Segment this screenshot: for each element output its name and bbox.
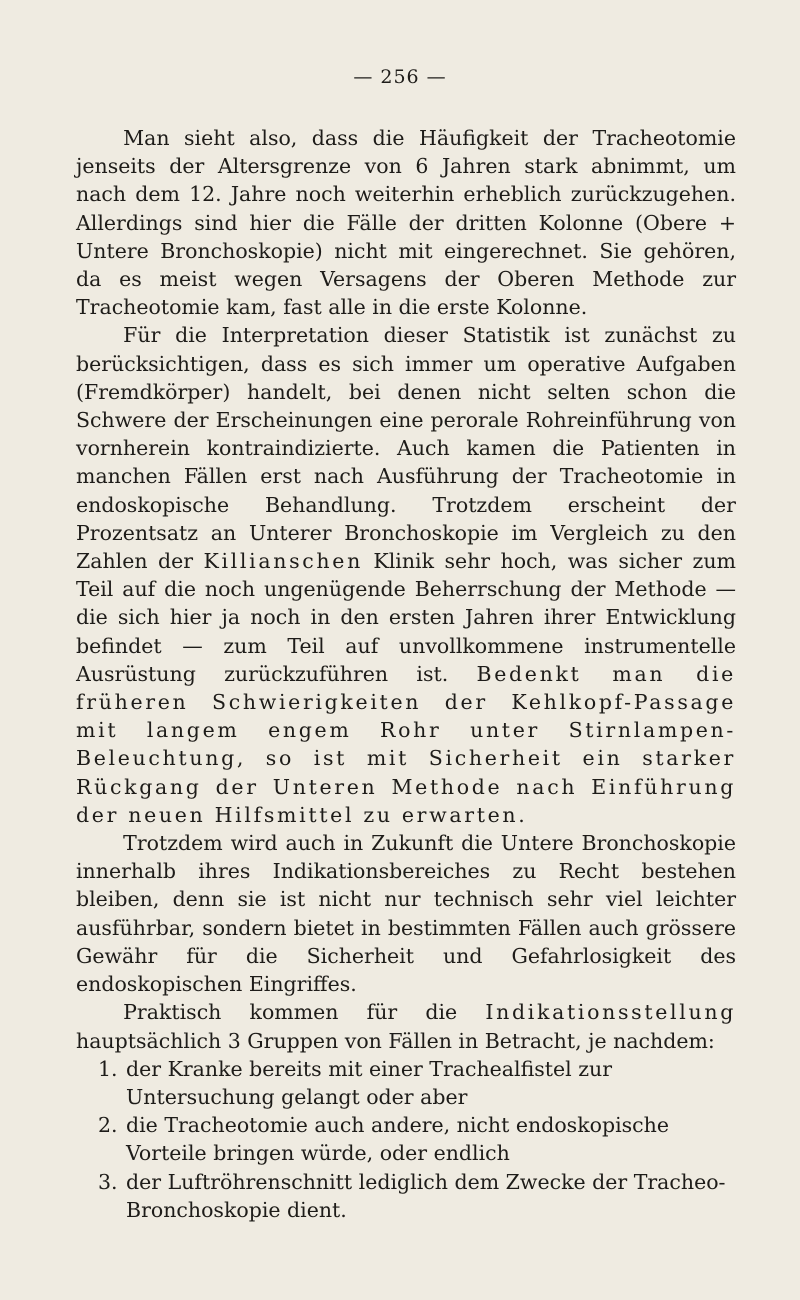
paragraph-2-text-b: Klinik sehr hoch, was sicher zum Teil auf die noch ungenügende Beherrschung der Methode — die sich hier ja noch in den ersten Jahren ihrer Entwicklung befindet — zum Teil auf unvollkommene instrumentelle Ausrüstung zurückzuführen ist. — [76, 549, 736, 686]
paragraph-3: Trotzdem wird auch in Zukunft die Untere Bronchoskopie innerhalb ihres Indikationsbereiches zu Recht bestehen bleiben, denn sie ist nicht nur technisch sehr viel leichter ausführbar, sondern bietet in bestimmten Fällen auch grössere Gewähr für die Sicherheit und Gefahrlosigkeit des endoskopischen Eingriffes. — [76, 831, 736, 997]
list-item-number: 2. — [98, 1113, 118, 1138]
list-item-text: die Tracheotomie auch andere, nicht endoskopische Vorteile bringen würde, oder endlich — [126, 1113, 669, 1166]
paragraph-2-spaced-name: Killianschen — [203, 549, 363, 574]
list-item — [76, 1055, 736, 1111]
list-item — [76, 1111, 736, 1167]
paragraph-2-spaced-emphasis: Bedenkt man die früheren Schwierigkeiten der Kehlkopf-Passage mit langem engem Rohr unter Stirnlampen-Beleuchtung, so ist mit Sicherheit ein starker Rückgang der Unteren Methode nach Einführung der neuen Hilfsmittel zu erwarten. — [76, 661, 736, 827]
page-number: — 256 — — [353, 66, 447, 88]
list-item-number: 1. — [98, 1056, 118, 1081]
list-item-text: der Luftröhrenschnitt lediglich dem Zwecke der Tracheo-Bronchoskopie dient. — [126, 1169, 726, 1222]
paragraph-2 — [76, 321, 736, 829]
list-item-text: der Kranke bereits mit einer Trachealfistel zur Untersuchung gelangt oder aber — [126, 1056, 613, 1109]
paragraph-4 — [76, 998, 736, 1054]
paragraph-1: Man sieht also, dass die Häufigkeit der Tracheotomie jenseits der Altersgrenze von 6 Jahren stark abnimmt, um nach dem 12. Jahre noch weiterhin erheblich zurückzugehen. Allerdings sind hier die Fälle der dritten Kolonne (Obere + Untere Bronchoskopie) nicht mit eingerechnet. Sie gehören, da es meist wegen Versagens der Oberen Methode zur Tracheotomie kam, fast alle in die erste Kolonne. — [76, 126, 736, 320]
list-item — [76, 1168, 736, 1224]
paragraph-4-text-b: hauptsächlich 3 Gruppen von Fällen in Betracht, je nachdem: — [76, 1028, 715, 1053]
paragraph-4-text-a: Praktisch kommen für die — [123, 1000, 458, 1025]
paragraph-2-text-a: Für die Interpretation dieser Statistik ist zunächst zu berücksichtigen, dass es sich immer um operative Aufgaben (Fremdkörper) handelt, bei denen nicht selten schon die Schwere der Erscheinungen eine perorale Rohreinführung von vornherein kontraindizierte. Auch kamen die Patienten in manchen Fällen erst nach Ausführung der Tracheotomie in endoskopische Behandlung. Trotzdem erscheint der Prozentsatz an Unterer Bronchoskopie im Vergleich zu den Zahlen der — [76, 323, 736, 574]
list-item-number: 3. — [98, 1169, 118, 1194]
paragraph-4-spaced-term: Indikationsstellung — [485, 1000, 736, 1025]
numbered-list — [76, 1055, 736, 1224]
body-text — [76, 124, 736, 1224]
